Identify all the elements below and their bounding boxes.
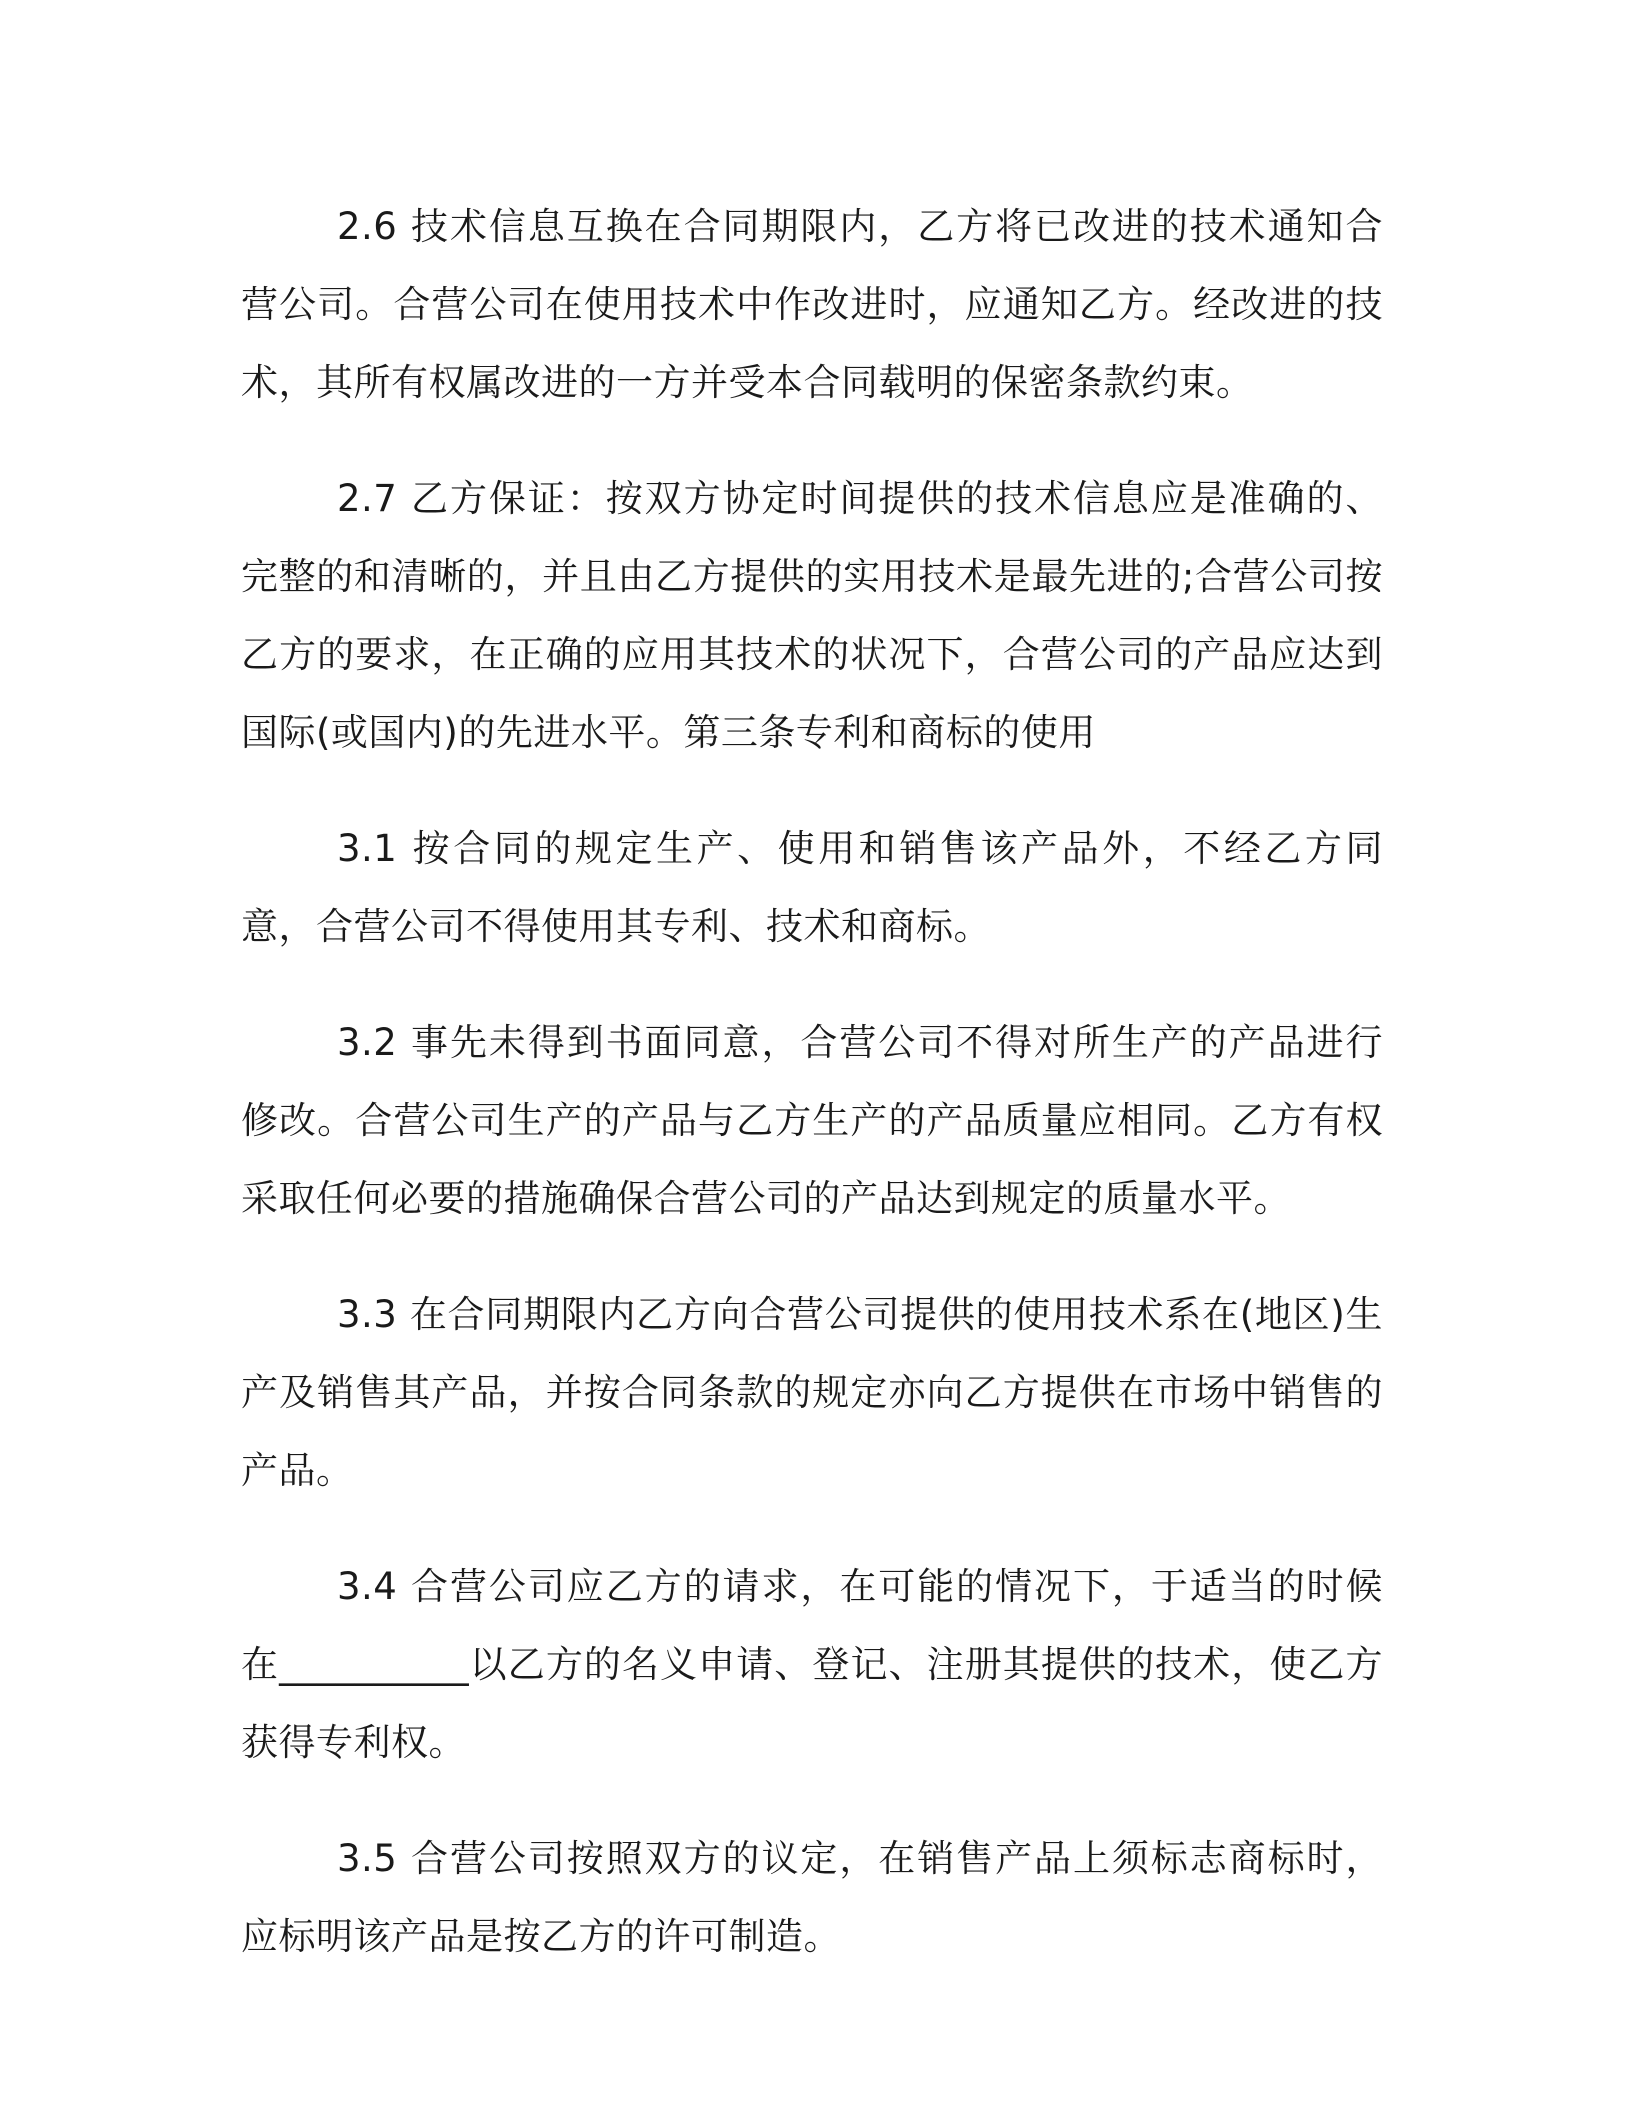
document-body (241, 188, 1383, 2014)
clause-2-6: 2.6 技术信息互换在合同期限内，乙方将已改进的技术通知合营公司。合营公司在使用技术中作改进时，应通知乙方。经改进的技术，其所有权属改进的一方并受本合同载明的保密条款约束。 (241, 205, 1383, 404)
clause-3-1: 3.1 按合同的规定生产、使用和销售该产品外，不经乙方同意，合营公司不得使用其专利、技术和商标。 (241, 827, 1383, 948)
clause-3-4: 3.4 合营公司应乙方的请求，在可能的情况下，于适当的时候在__________以乙方的名义申请、登记、注册其提供的技术，使乙方获得专利权。 (241, 1565, 1383, 1764)
clause-3-2: 3.2 事先未得到书面同意，合营公司不得对所生产的产品进行修改。合营公司生产的产品与乙方生产的产品质量应相同。乙方有权采取任何必要的措施确保合营公司的产品达到规定的质量水平。 (241, 1021, 1383, 1220)
clause-2-7: 2.7 乙方保证：按双方协定时间提供的技术信息应是准确的、完整的和清晰的，并且由乙方提供的实用技术是最先进的;合营公司按乙方的要求，在正确的应用其技术的状况下，合营公司的产品应达到国际(或国内)的先进水平。第三条专利和商标的使用 (241, 477, 1383, 754)
clause-3-3: 3.3 在合同期限内乙方向合营公司提供的使用技术系在(地区)生产及销售其产品，并按合同条款的规定亦向乙方提供在市场中销售的产品。 (241, 1293, 1383, 1492)
clause-3-5: 3.5 合营公司按照双方的议定，在销售产品上须标志商标时，应标明该产品是按乙方的许可制造。 (241, 1837, 1383, 1958)
